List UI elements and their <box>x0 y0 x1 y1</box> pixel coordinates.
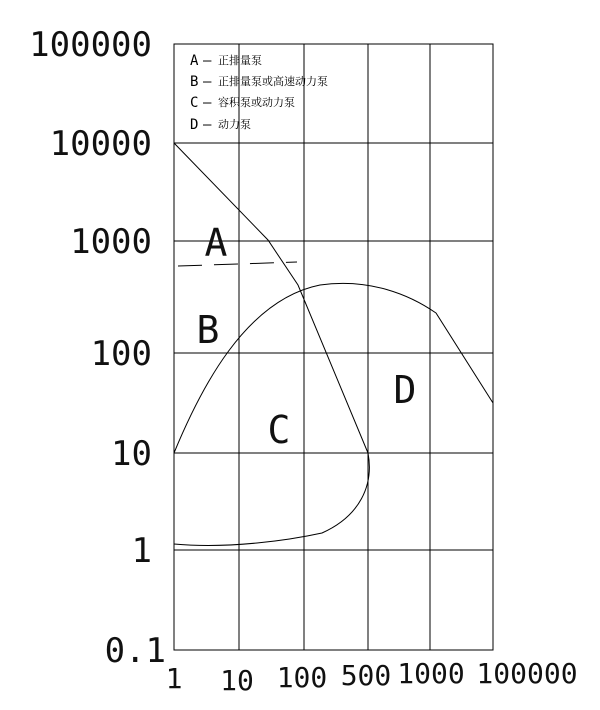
x-tick-label: 100 <box>276 661 328 694</box>
plot-frame <box>174 44 493 650</box>
legend-key: D <box>190 117 199 133</box>
legend-entry-c <box>190 95 295 111</box>
legend-dash: — <box>203 95 212 111</box>
x-tick-label: 10 <box>220 664 254 697</box>
legend-entry-d <box>190 117 251 133</box>
boundary-dashed-a-b <box>178 262 297 266</box>
legend-text: 正排量泵 <box>218 54 262 67</box>
legend-text: 容积泵或动力泵 <box>218 96 295 109</box>
legend-entry-b <box>190 74 328 90</box>
y-axis-ticks <box>29 25 166 671</box>
legend-key: A <box>190 53 199 69</box>
boundary-curves <box>174 143 493 545</box>
region-label-c: C <box>267 408 291 452</box>
region-label-d: D <box>393 368 417 412</box>
grid <box>174 44 493 650</box>
x-tick-label: 100000 <box>476 657 578 690</box>
y-tick-label: 10 <box>111 434 152 474</box>
y-tick-label: 1 <box>131 531 152 571</box>
legend-key: B <box>190 74 199 90</box>
x-tick-label: 1000 <box>397 657 465 690</box>
x-tick-label: 500 <box>340 659 392 692</box>
legend-key: C <box>190 95 199 111</box>
x-axis-ticks <box>166 657 578 697</box>
legend-text: 正排量泵或高速动力泵 <box>218 75 328 88</box>
boundary-line-ab-c <box>174 143 368 453</box>
x-tick-label: 1 <box>165 662 183 695</box>
region-labels <box>197 221 417 452</box>
y-tick-label: 100000 <box>29 25 152 65</box>
legend-dash: — <box>203 117 212 133</box>
y-tick-label: 100 <box>90 334 152 374</box>
legend-text: 动力泵 <box>218 118 251 131</box>
boundary-dome <box>174 283 493 453</box>
legend-entry-a <box>190 53 262 69</box>
region-label-a: A <box>204 221 228 265</box>
y-tick-label: 10000 <box>49 124 152 164</box>
legend <box>190 53 328 133</box>
region-label-b: B <box>196 308 220 352</box>
y-tick-label: 0.1 <box>104 631 166 671</box>
y-tick-label: 1000 <box>70 222 152 262</box>
boundary-loop-c <box>174 453 369 545</box>
legend-dash: — <box>203 53 212 69</box>
legend-dash: — <box>203 74 212 90</box>
